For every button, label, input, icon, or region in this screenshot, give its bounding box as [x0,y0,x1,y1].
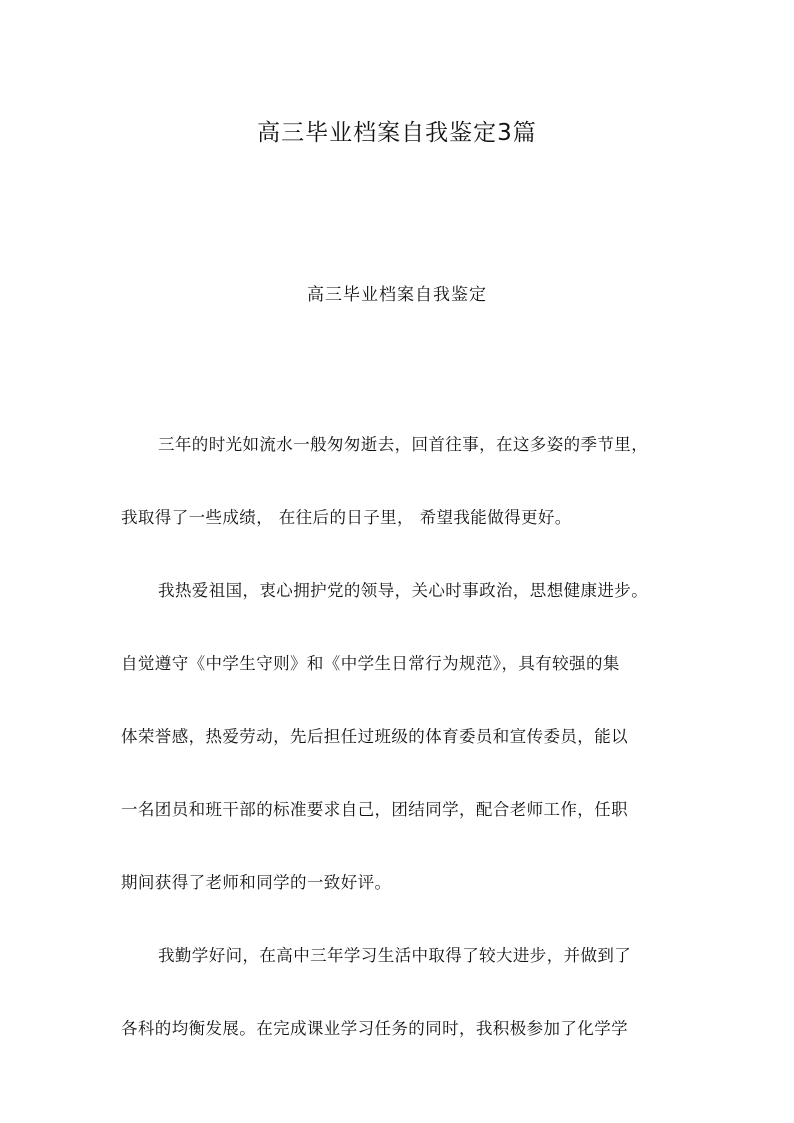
text-line: 我取得了一些成绩， 在往后的日子里， 希望我能做得更好。 [121,508,572,527]
paragraph-3 [121,939,676,1046]
text-line: 自觉遵守《中学生守则》和《中学生日常行为规范》，具有较强的集 [121,654,620,673]
text-line: 我热爱祖国，衷心拥护党的领导，关心时事政治，思想健康进步。 [158,581,649,600]
text-line: 体荣誉感，热爱劳动，先后担任过班级的体育委员和宣传委员，能以 [121,727,628,746]
text-line: 我勤学好问，在高中三年学习生活中取得了较大进步，并做到了 [158,946,632,965]
text-line: 各科的均衡发展。在完成课业学习任务的同时，我积极参加了化学学 [121,1019,628,1038]
document-title: 高三毕业档案自我鉴定3篇 [257,120,537,146]
paragraph-2 [121,574,676,900]
text-line: 期间获得了老师和同学的一致好评。 [121,873,392,892]
document-body [121,428,676,1085]
section-title: 高三毕业档案自我鉴定 [307,285,487,305]
paragraph-1 [121,428,676,535]
text-line: 一名团员和班干部的标准要求自己，团结同学，配合老师工作，任职 [121,800,628,819]
text-line: 三年的时光如流水一般匆匆逝去，回首往事，在这多姿的季节里， [158,435,649,454]
